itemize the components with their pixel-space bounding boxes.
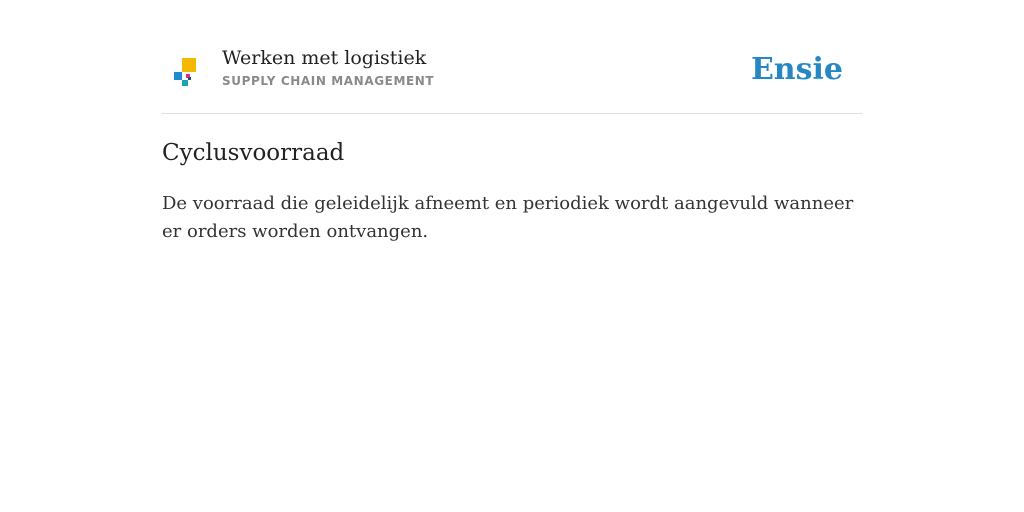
brand-link[interactable]: Ensie bbox=[750, 52, 843, 87]
site-title[interactable]: Werken met logistiek bbox=[222, 47, 427, 69]
site-logo-icon[interactable] bbox=[174, 58, 198, 88]
logo-navy-square bbox=[188, 77, 191, 80]
site-subtitle: SUPPLY CHAIN MANAGEMENT bbox=[222, 74, 435, 88]
logo-blue-square bbox=[174, 72, 182, 80]
title-block[interactable] bbox=[222, 46, 434, 88]
logo-yellow-square bbox=[182, 58, 196, 72]
logo-teal-square bbox=[182, 80, 188, 86]
site-header bbox=[162, 40, 862, 114]
entry-content bbox=[162, 138, 862, 246]
entry-term: Cyclusvoorraad bbox=[162, 140, 345, 166]
entry-definition: De voorraad die geleidelijk afneemt en periodiek wordt aangevuld wanneer er orders worden ontvangen. bbox=[162, 193, 854, 242]
